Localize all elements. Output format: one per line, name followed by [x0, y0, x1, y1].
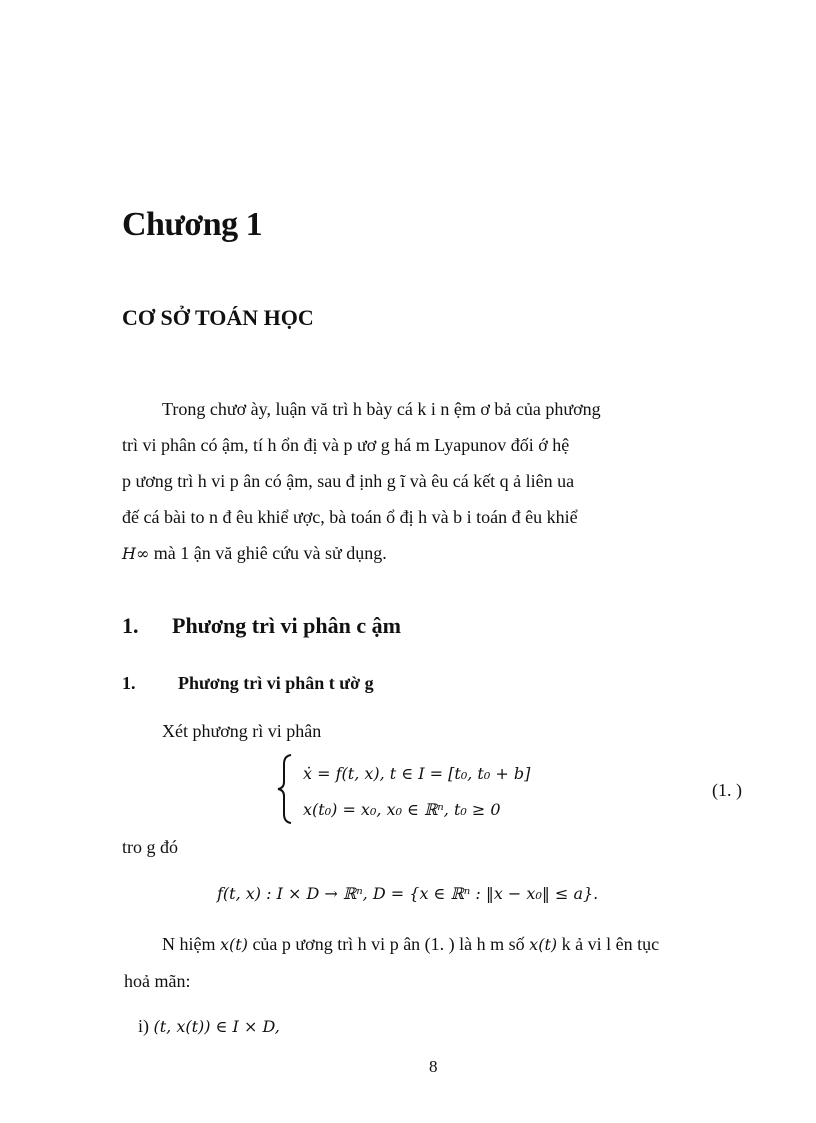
section-title: Phương trì vi phân c ậm [172, 613, 401, 638]
condition-math: (t, x(t)) ∈ I × D, [153, 1017, 280, 1036]
solution-text: k ả vi l ên tục [557, 934, 660, 954]
chapter-title: CƠ SỞ TOÁN HỌC [122, 305, 314, 330]
chapter-heading: Chương 1 [122, 206, 263, 243]
intro-line-text: mà 1 ận vă ghiê cứu và sử dụng. [149, 543, 387, 563]
intro-line: p ương trì h vi p ân có ậm, sau đ ịnh g ĩ và êu cá kết q ả liên ua [122, 471, 575, 491]
equation-line-2: x(t₀) = x₀, x₀ ∈ ℝⁿ, t₀ ≥ 0 [303, 800, 501, 819]
solution-text: N hiệm [162, 934, 220, 954]
body-where: tro g đó [122, 837, 178, 857]
satisfies-text: hoả mãn: [124, 971, 191, 991]
intro-line: Trong chươ ày, luận vă trì h bày cá k i n ệm ơ bả của phương [162, 399, 601, 419]
solution-text: của p ương trì h vi p ân (1. ) là h m số [247, 934, 530, 954]
intro-line: đế cá bài to n đ êu khiể ược, bà toán ổ đị h và b i toán đ êu khiể [122, 507, 578, 527]
condition-i [138, 1017, 280, 1036]
subsection-number: 1. [122, 673, 136, 693]
solution-math: x(t) [220, 935, 248, 954]
solution-math: x(t) [529, 935, 558, 954]
solution-line [162, 935, 659, 954]
left-brace [276, 754, 294, 824]
subsection-title: Phương trì vi phân t ườ g [178, 673, 374, 693]
intro-line: trì vi phân có ậm, tí h ổn đị và p ươ g há m Lyapunov đối ớ hệ [122, 435, 570, 455]
equation-number: (1. ) [712, 780, 742, 800]
equation-line-1: ẋ = f(t, x), t ∈ I = [t₀, t₀ + b] [303, 764, 531, 783]
condition-label: i) [138, 1016, 149, 1036]
intro-line [122, 544, 387, 563]
definition-math: f(t, x) : I × D → ℝⁿ, D = {x ∈ ℝⁿ : ‖x − x₀‖ ≤ a}. [217, 884, 599, 903]
h-infinity-math: H∞ [122, 544, 150, 563]
section-number: 1. [122, 613, 139, 638]
body-consider: Xét phương rì vi phân [162, 721, 322, 741]
page-number: 8 [429, 1057, 438, 1076]
